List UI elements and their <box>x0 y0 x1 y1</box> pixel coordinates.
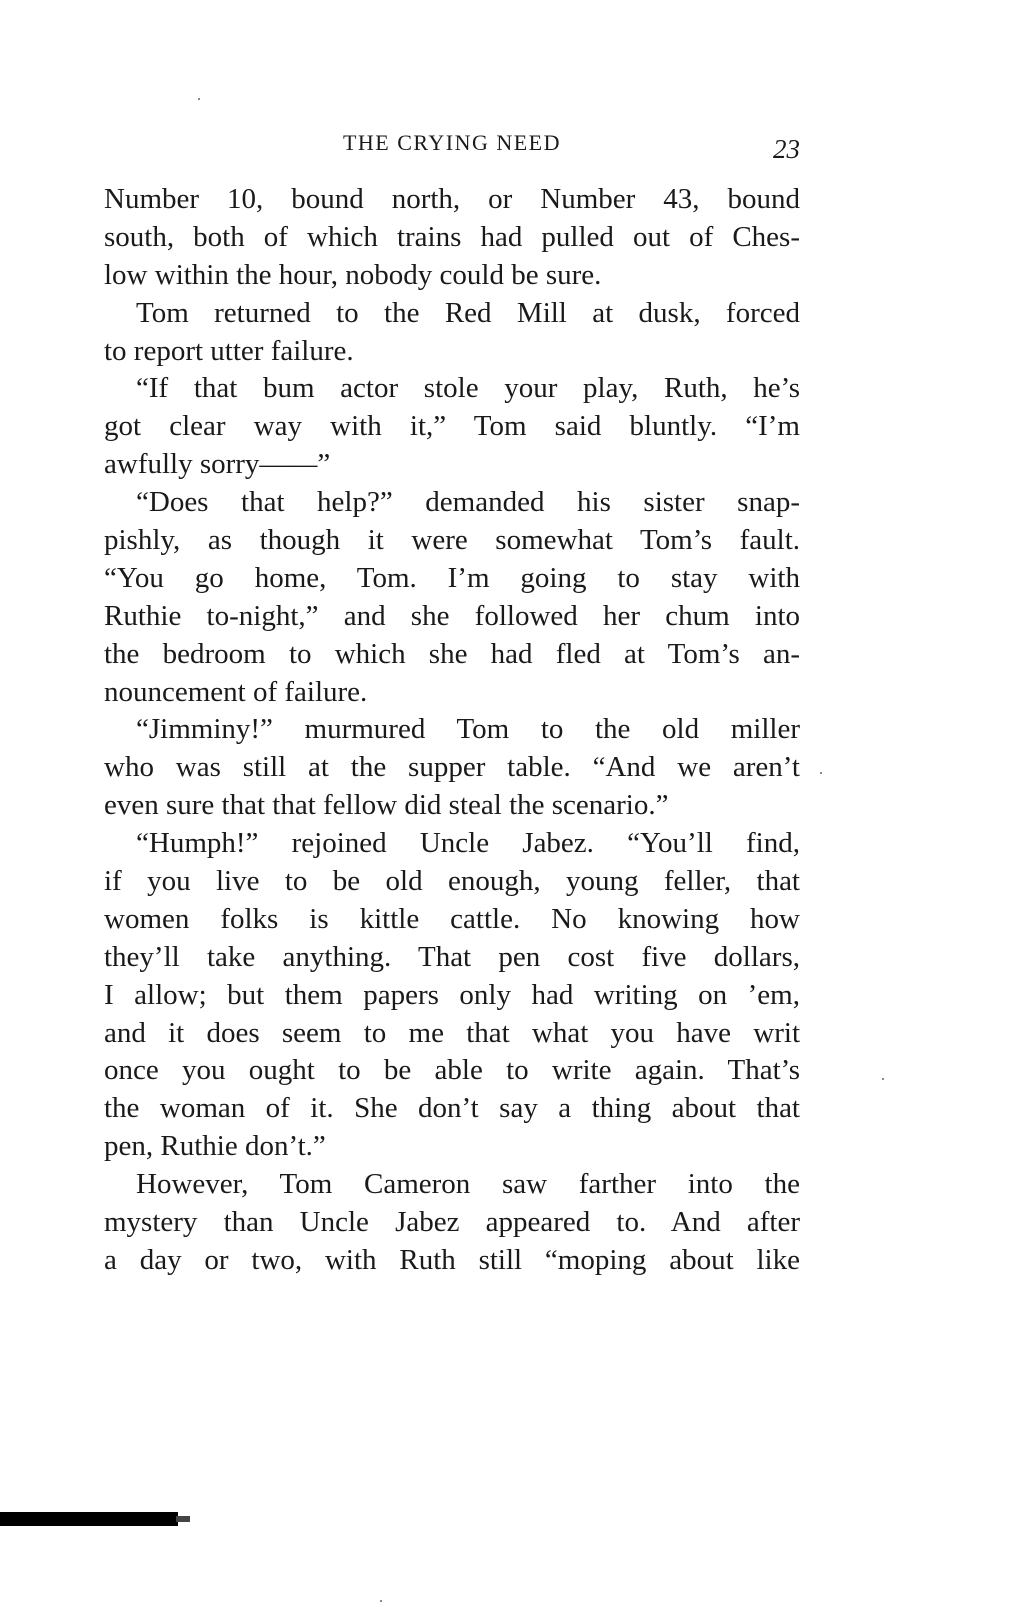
text-line: a day or two, with Ruth still “moping about like <box>104 1243 800 1276</box>
text-line: if you live to be old enough, young feller, that <box>104 865 800 898</box>
text-line: to report utter failure. <box>104 334 354 367</box>
text-line: south, both of which trains had pulled out of Ches- <box>104 220 800 253</box>
text-line: who was still at the supper table. “And we aren’t <box>104 751 800 784</box>
text-line: low within the hour, nobody could be sure. <box>104 258 602 291</box>
text-line: mystery than Uncle Jabez appeared to. And after <box>104 1206 800 1239</box>
scan-edge-bar-tail <box>176 1516 190 1522</box>
scan-speck <box>198 98 200 100</box>
scan-edge-bar <box>0 1512 178 1526</box>
body-text <box>104 181 800 1280</box>
page-number: 23 <box>773 134 800 164</box>
text-line: nouncement of failure. <box>104 675 368 708</box>
text-line: “If that bum actor stole your play, Ruth, he’s <box>136 372 800 405</box>
text-line: “Does that help?” demanded his sister snap- <box>136 486 800 519</box>
text-line: women folks is kittle cattle. No knowing how <box>104 902 800 935</box>
running-head <box>104 128 800 168</box>
text-line: I allow; but them papers only had writing on ’em, <box>104 978 800 1011</box>
text-line: pen, Ruthie don’t.” <box>104 1130 326 1163</box>
text-line: even sure that that fellow did steal the scenario.” <box>104 789 669 822</box>
text-line: However, Tom Cameron saw farther into the <box>136 1168 800 1201</box>
text-line: Tom returned to the Red Mill at dusk, forced <box>136 296 800 329</box>
text-line: the bedroom to which she had fled at Tom’s an- <box>104 637 800 670</box>
text-line: “Jimminy!” murmured Tom to the old miller <box>136 713 800 746</box>
text-line: pishly, as though it were somewhat Tom’s fault. <box>104 524 800 557</box>
text-line: they’ll take anything. That pen cost five dollars, <box>104 940 800 973</box>
text-line: the woman of it. She don’t say a thing about that <box>104 1092 800 1125</box>
running-title: THE CRYING NEED <box>342 130 562 155</box>
text-line: and it does seem to me that what you have writ <box>104 1016 800 1049</box>
text-line: once you ought to be able to write again. That’s <box>104 1054 800 1087</box>
text-line: got clear way with it,” Tom said bluntly. “I’m <box>104 410 800 443</box>
scan-speck <box>882 1078 884 1080</box>
scan-speck <box>820 772 822 774</box>
text-line: Number 10, bound north, or Number 43, bound <box>104 183 800 215</box>
text-line: Ruthie to-night,” and she followed her chum into <box>104 599 800 632</box>
text-line: “Humph!” rejoined Uncle Jabez. “You’ll find, <box>136 827 800 860</box>
text-line: “You go home, Tom. I’m going to stay with <box>104 561 800 594</box>
text-line: awfully sorry——” <box>104 448 331 481</box>
